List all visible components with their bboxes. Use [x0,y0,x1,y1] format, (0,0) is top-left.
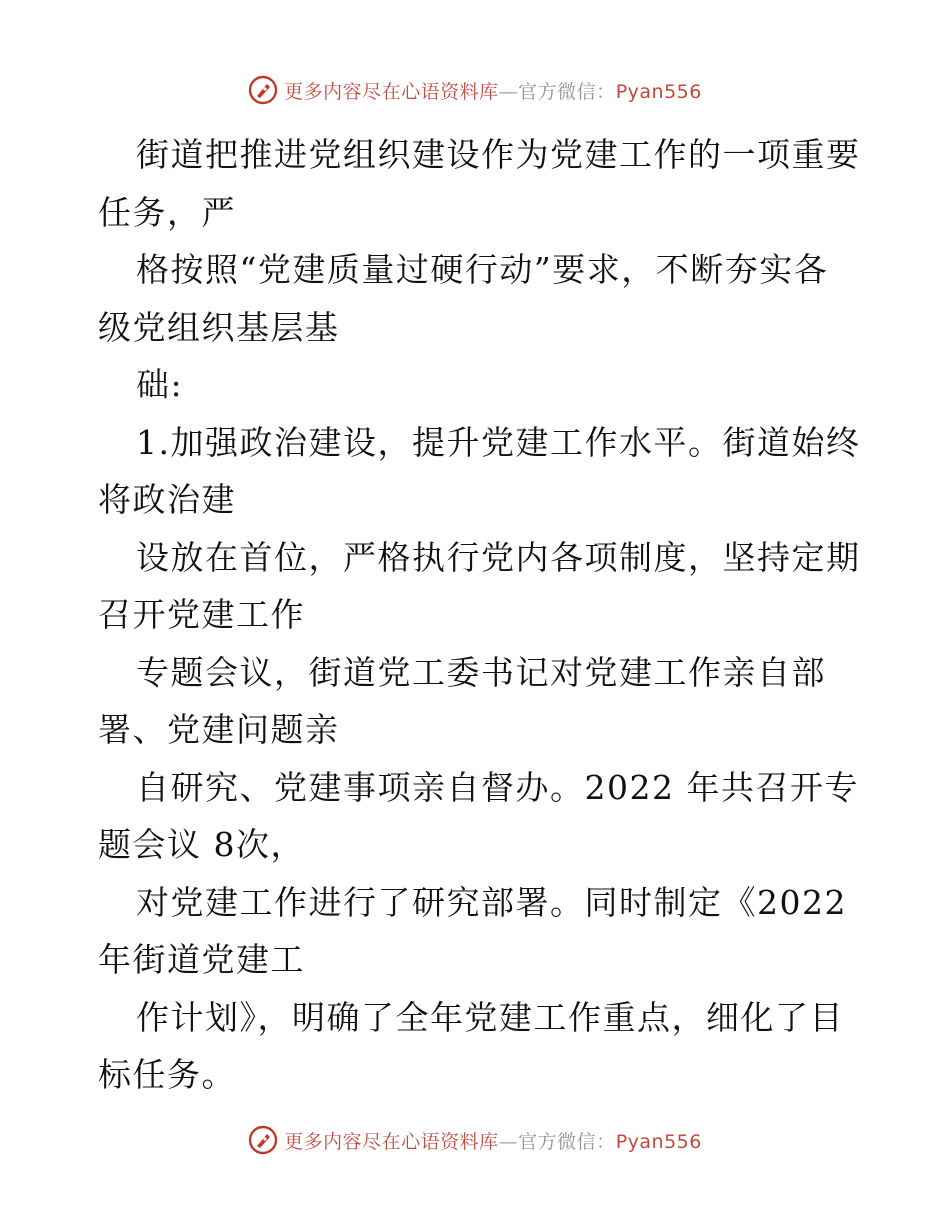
body-line: 任务，严 [98,192,236,232]
footer-watermark [0,1122,950,1158]
pen-nib-logo-icon [248,75,278,105]
watermark-wechat-label: 官方微信： [518,80,616,103]
body-line: 设放在首位，严格执行党内各项制度，坚持定期 [136,537,861,577]
body-line: 格按照“党建质量过硬行动”要求，不断夯实各 [136,250,829,289]
watermark-text [284,77,702,104]
watermark-text [284,1127,702,1154]
body-line: 1.加强政治建设，提升党建工作水平。街道始终 [136,422,861,462]
header-watermark [0,72,950,108]
pen-nib-logo-icon [248,1125,278,1155]
body-line: 础: [136,365,184,404]
body-line: 对党建工作进行了研究部署。同时制定《2022 [136,882,847,922]
watermark-separator: — [498,1130,519,1153]
body-line: 年街道党建工 [98,940,305,979]
body-line: 自研究、党建事项亲自督办。2022 年共召开专 [136,767,859,807]
body-line: 标任务。 [98,1055,236,1094]
body-line: 署、党建问题亲 [98,710,340,749]
watermark-separator: — [498,80,519,103]
body-line: 召开党建工作 [98,595,305,634]
watermark-wechat-id: Pyan556 [615,80,702,103]
body-line: 作计划》，明确了全年党建工作重点，细化了目 [136,997,844,1037]
watermark-wechat-id: Pyan556 [615,1130,702,1153]
body-line: 题会议 8次， [98,825,305,864]
watermark-brand: 更多内容尽在心语资料库 [284,1130,499,1153]
body-line: 级党组织基层基 [98,307,340,347]
body-line: 专题会议，街道党工委书记对党建工作亲自部 [136,652,826,692]
watermark-brand: 更多内容尽在心语资料库 [284,80,499,103]
watermark-wechat-label: 官方微信： [518,1130,616,1153]
document-body [98,126,861,1104]
body-line: 将政治建 [98,480,236,519]
body-line: 街道把推进党组织建设作为党建工作的一项重要 [136,135,861,174]
